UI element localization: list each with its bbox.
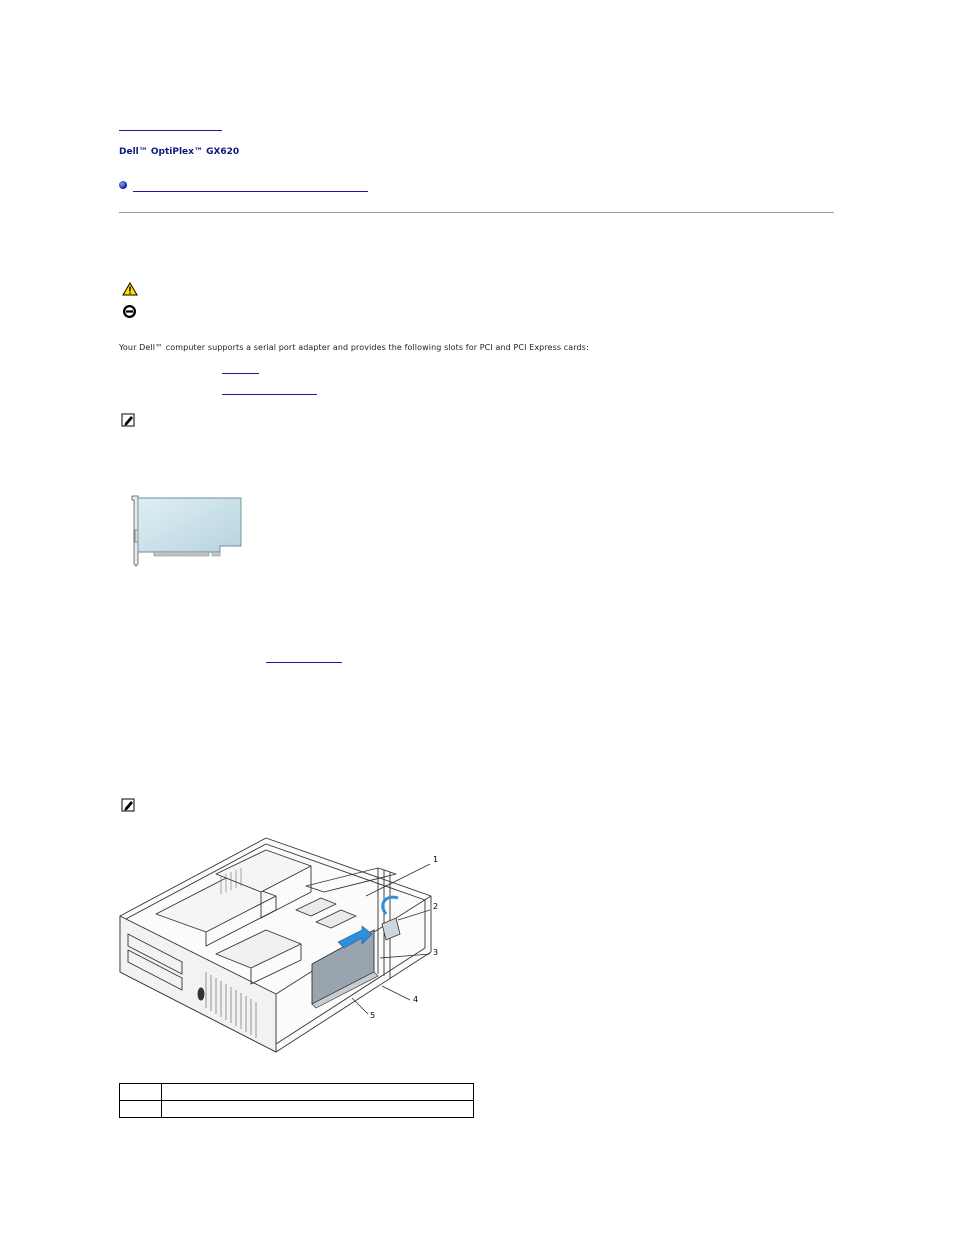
table-row <box>120 1084 474 1101</box>
procedure-link[interactable] <box>266 662 342 663</box>
callout-5: 5 <box>370 1011 376 1020</box>
pci-card-illustration <box>124 492 246 568</box>
table-cell <box>162 1084 474 1101</box>
notice-icon <box>122 304 137 319</box>
section-divider <box>119 212 834 213</box>
section-link[interactable] <box>133 191 368 192</box>
product-brand: Dell™ OptiPlex™ GX620 <box>119 147 240 157</box>
callout-4: 4 <box>413 995 419 1004</box>
bullet-icon <box>119 181 127 189</box>
pci-cards-link[interactable] <box>222 373 259 374</box>
table-cell <box>120 1101 162 1118</box>
pci-express-cards-link[interactable] <box>222 394 317 395</box>
note-icon <box>121 413 136 427</box>
callout-2: 2 <box>433 902 439 911</box>
computer-card-install-illustration <box>116 834 446 1058</box>
callout-1: 1 <box>433 855 439 864</box>
table-cell <box>162 1101 474 1118</box>
note-icon <box>121 798 136 812</box>
table-cell <box>120 1084 162 1101</box>
intro-paragraph: Your Dell™ computer supports a serial port adapter and provides the following slots for PCI and PCI Express cards: <box>119 343 589 352</box>
callout-3: 3 <box>433 948 439 957</box>
caution-icon <box>122 282 138 296</box>
callout-table <box>119 1083 474 1118</box>
table-row <box>120 1101 474 1118</box>
back-to-contents-link[interactable] <box>119 130 222 131</box>
